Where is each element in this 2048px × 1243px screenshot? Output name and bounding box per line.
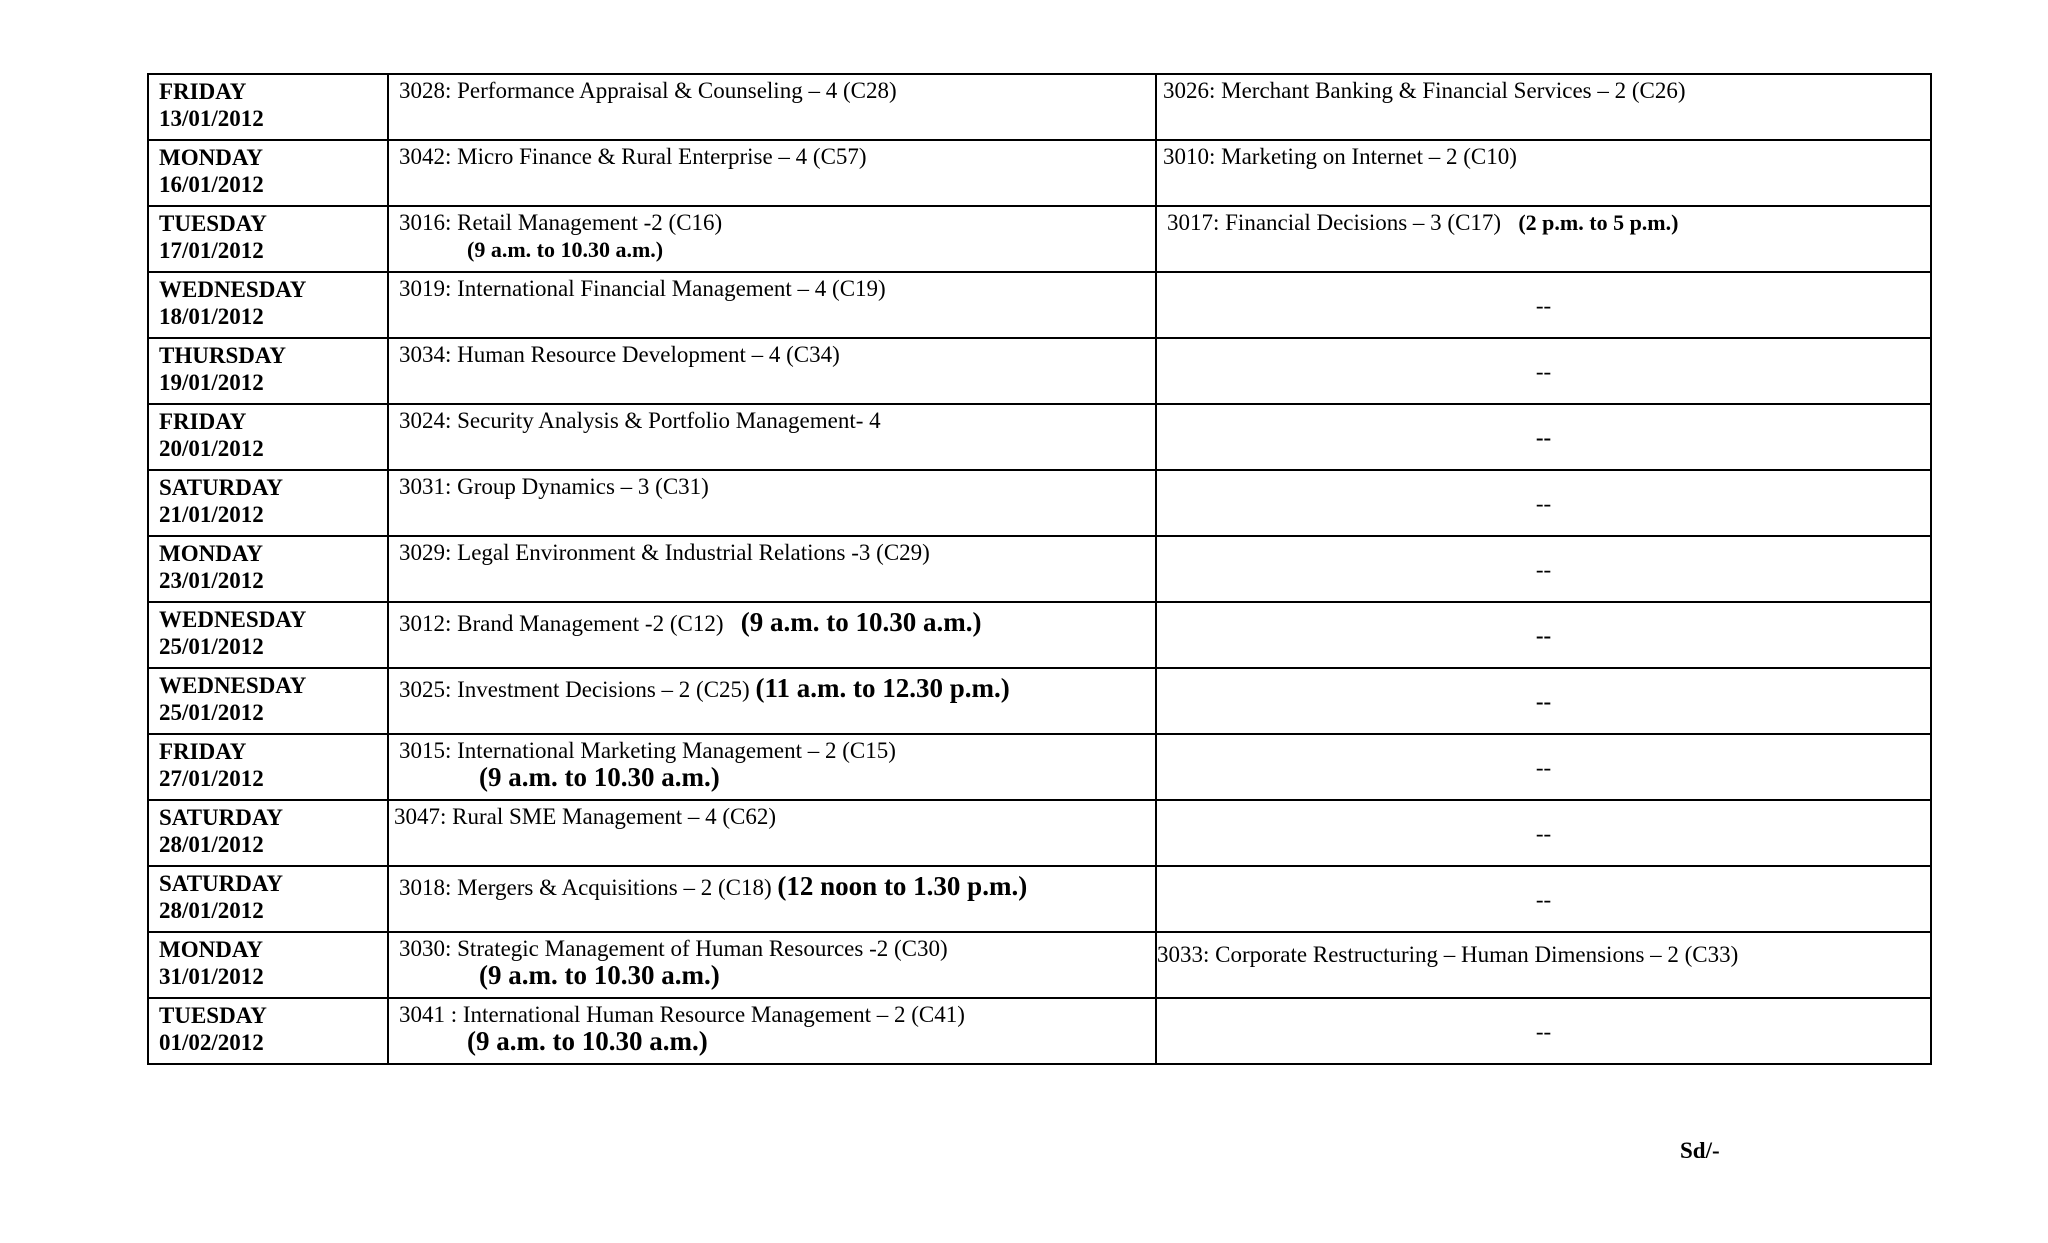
table-row [148,404,1931,470]
empty-cell [1156,404,1931,470]
paper-cell [388,536,1156,602]
empty-cell [1156,338,1931,404]
empty-cell [1156,734,1931,800]
exam-date: 21/01/2012 [159,502,264,527]
exam-date: 13/01/2012 [159,106,264,131]
exam-time: (12 noon to 1.30 p.m.) [777,871,1028,901]
exam-time: (9 a.m. to 10.30 a.m.) [467,1026,708,1056]
empty-dash: -- [1535,292,1552,318]
exam-time: (9 a.m. to 10.30 a.m.) [740,607,982,637]
day-name: SATURDAY [159,871,283,896]
paper-title: 3010: Marketing on Internet – 2 (C10) [1163,144,1517,169]
exam-date: 20/01/2012 [159,436,264,461]
exam-date: 23/01/2012 [159,568,264,593]
paper-title: 3025: Investment Decisions – 2 (C25) [399,677,750,702]
exam-date: 19/01/2012 [159,370,264,395]
exam-time: (9 a.m. to 10.30 a.m.) [479,762,720,792]
paper-title: 3016: Retail Management -2 (C16) [399,210,723,235]
day-cell [148,140,388,206]
day-name: THURSDAY [159,343,286,368]
paper-title: 3033: Corporate Restructuring – Human Dimensions – 2 (C33) [1157,942,1739,967]
paper-title: 3042: Micro Finance & Rural Enterprise – 4 (C57) [399,144,867,169]
table-row [148,734,1931,800]
table-row [148,932,1931,998]
exam-date: 28/01/2012 [159,898,264,923]
paper-title: 3017: Financial Decisions – 3 (C17) [1167,210,1502,235]
day-cell [148,668,388,734]
paper-cell [1156,206,1931,272]
paper-title: 3024: Security Analysis & Portfolio Management- 4 [399,408,881,433]
paper-cell [388,272,1156,338]
day-name: MONDAY [159,541,263,566]
day-cell [148,536,388,602]
day-cell [148,602,388,668]
day-name: TUESDAY [159,1003,267,1028]
table-row [148,470,1931,536]
paper-cell [388,206,1156,272]
paper-title: 3018: Mergers & Acquisitions – 2 (C18) [399,875,772,900]
day-name: WEDNESDAY [159,607,307,632]
paper-cell [388,404,1156,470]
empty-cell [1156,272,1931,338]
paper-title: 3029: Legal Environment & Industrial Relations -3 (C29) [399,540,930,565]
paper-title: 3015: International Marketing Management – 2 (C15) [399,738,896,763]
exam-date: 17/01/2012 [159,238,264,263]
day-cell [148,866,388,932]
exam-date: 18/01/2012 [159,304,264,329]
exam-time: (11 a.m. to 12.30 p.m.) [755,673,1010,703]
exam-date: 31/01/2012 [159,964,264,989]
empty-cell [1156,668,1931,734]
empty-dash: -- [1535,358,1552,384]
empty-dash: -- [1535,754,1552,780]
empty-dash: -- [1535,556,1552,582]
table-row [148,206,1931,272]
table-row [148,602,1931,668]
exam-date: 28/01/2012 [159,832,264,857]
paper-title: 3012: Brand Management -2 (C12) [399,611,724,636]
day-cell [148,932,388,998]
paper-cell [388,602,1156,668]
day-name: SATURDAY [159,805,283,830]
paper-cell [1156,932,1931,998]
day-name: MONDAY [159,937,263,962]
paper-cell [1156,140,1931,206]
exam-date: 25/01/2012 [159,700,264,725]
empty-cell [1156,602,1931,668]
paper-title: 3034: Human Resource Development – 4 (C34) [399,342,840,367]
paper-title: 3031: Group Dynamics – 3 (C31) [399,474,709,499]
paper-cell [1156,74,1931,140]
paper-cell [388,932,1156,998]
table-row [148,866,1931,932]
exam-time: (9 a.m. to 10.30 a.m.) [479,960,720,990]
paper-title: 3019: International Financial Management – 4 (C19) [399,276,886,301]
paper-title: 3028: Performance Appraisal & Counseling – 4 (C28) [399,78,897,103]
paper-cell [388,470,1156,536]
day-cell [148,998,388,1064]
table-row [148,800,1931,866]
day-name: FRIDAY [159,79,247,104]
paper-cell [388,800,1156,866]
day-name: WEDNESDAY [159,673,307,698]
empty-dash: -- [1535,688,1552,714]
paper-cell [388,140,1156,206]
day-name: FRIDAY [159,409,247,434]
exam-schedule-table [147,73,1932,1065]
empty-cell [1156,998,1931,1064]
day-name: WEDNESDAY [159,277,307,302]
day-cell [148,272,388,338]
exam-date: 27/01/2012 [159,766,264,791]
empty-dash: -- [1535,622,1552,648]
day-name: MONDAY [159,145,263,170]
empty-cell [1156,866,1931,932]
paper-cell [388,668,1156,734]
day-cell [148,404,388,470]
table-row [148,536,1931,602]
empty-dash: -- [1535,1018,1552,1044]
signature: Sd/- [1680,1138,1720,1163]
empty-dash: -- [1535,886,1552,912]
exam-time: (2 p.m. to 5 p.m.) [1518,210,1679,235]
paper-cell [388,734,1156,800]
exam-date: 01/02/2012 [159,1030,264,1055]
empty-cell [1156,536,1931,602]
exam-time: (9 a.m. to 10.30 a.m.) [467,237,664,262]
empty-cell [1156,800,1931,866]
paper-cell [388,338,1156,404]
day-name: SATURDAY [159,475,283,500]
table-row [148,272,1931,338]
table-row [148,998,1931,1064]
day-cell [148,74,388,140]
paper-cell [388,998,1156,1064]
table-row [148,338,1931,404]
paper-title: 3041 : International Human Resource Management – 2 (C41) [399,1002,965,1027]
paper-cell [388,74,1156,140]
paper-title: 3030: Strategic Management of Human Resources -2 (C30) [399,936,948,961]
paper-title: 3047: Rural SME Management – 4 (C62) [394,804,777,829]
empty-dash: -- [1535,424,1552,450]
day-cell [148,470,388,536]
exam-date: 25/01/2012 [159,634,264,659]
day-cell [148,800,388,866]
paper-cell [388,866,1156,932]
day-name: FRIDAY [159,739,247,764]
empty-dash: -- [1535,490,1552,516]
day-name: TUESDAY [159,211,267,236]
table-row [148,74,1931,140]
paper-title: 3026: Merchant Banking & Financial Services – 2 (C26) [1163,78,1686,103]
day-cell [148,206,388,272]
empty-dash: -- [1535,820,1552,846]
table-row [148,668,1931,734]
day-cell [148,734,388,800]
exam-date: 16/01/2012 [159,172,264,197]
table-row [148,140,1931,206]
day-cell [148,338,388,404]
empty-cell [1156,470,1931,536]
